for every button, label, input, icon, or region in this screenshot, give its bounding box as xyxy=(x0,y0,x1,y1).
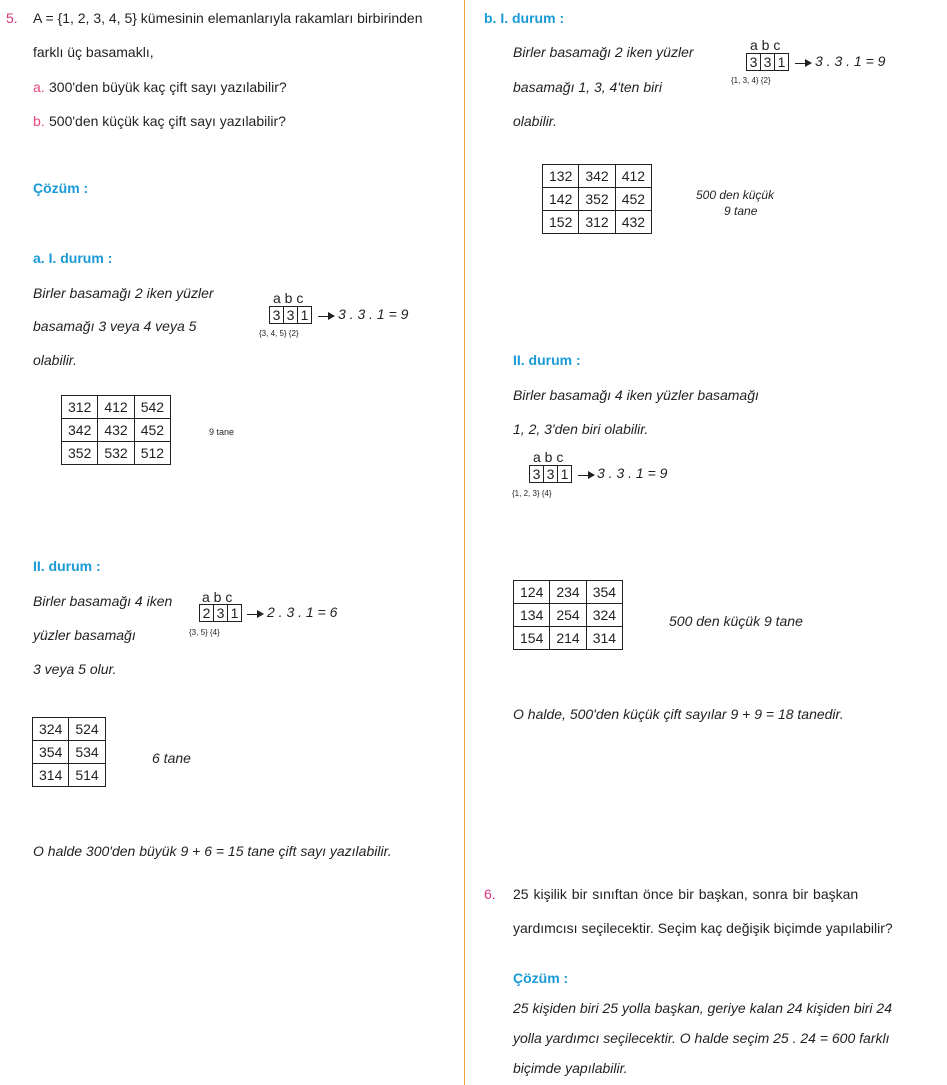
table-cell: 312 xyxy=(579,211,615,234)
problem-5-text-line1: A = {1, 2, 3, 4, 5} kümesinin elemanlarıyla rakamları birbirinden xyxy=(33,10,423,26)
digit-box: 2 xyxy=(199,604,214,622)
digit-box: 3 xyxy=(746,53,761,71)
digit-box: 3 xyxy=(283,306,298,324)
table-cell: 342 xyxy=(62,419,98,442)
digit-sets: {1, 3, 4} {2} xyxy=(731,76,771,85)
problem-5-text-line2: farklı üç basamaklı, xyxy=(33,44,154,60)
part-a-case1-text-3: olabilir. xyxy=(33,352,77,368)
arrow-icon xyxy=(578,475,593,476)
table-cell: 352 xyxy=(62,442,98,465)
table-row xyxy=(543,188,652,211)
table-cell: 532 xyxy=(98,442,134,465)
digit-boxes xyxy=(270,306,312,324)
table-cell: 452 xyxy=(134,419,170,442)
problem-6-solution-line3: biçimde yapılabilir. xyxy=(513,1060,628,1076)
digit-sets: {3, 5} {4} xyxy=(189,628,220,637)
count-label: 9 tane xyxy=(209,427,235,437)
table-row xyxy=(62,442,171,465)
number-table xyxy=(542,164,652,234)
table-row xyxy=(33,718,106,741)
table-row xyxy=(33,764,106,787)
number-table xyxy=(32,717,106,787)
part-b-case2-text-1: Birler basamağı 4 iken yüzler basamağı xyxy=(513,387,759,403)
table-cell: 452 xyxy=(615,188,651,211)
number-table xyxy=(61,395,171,465)
digit-boxes xyxy=(747,53,789,71)
table-row xyxy=(543,165,652,188)
table-cell: 534 xyxy=(69,741,105,764)
table-cell: 324 xyxy=(33,718,69,741)
table-cell: 214 xyxy=(550,627,586,650)
abc-label: a b c xyxy=(533,449,564,465)
table-row xyxy=(62,419,171,442)
table-cell: 324 xyxy=(586,604,622,627)
table-row xyxy=(514,581,623,604)
part-b-case1-heading: b. I. durum : xyxy=(484,10,565,26)
problem-6-solution-heading: Çözüm : xyxy=(513,970,569,986)
problem-6-number: 6. xyxy=(484,886,496,902)
table-cell: 314 xyxy=(586,627,622,650)
question-a-letter: a. xyxy=(33,79,45,95)
digit-sets: {1, 2, 3} {4} xyxy=(512,489,552,498)
table-cell: 352 xyxy=(579,188,615,211)
table-cell: 514 xyxy=(69,764,105,787)
table-cell: 154 xyxy=(514,627,550,650)
table-cell: 432 xyxy=(98,419,134,442)
table-cell: 542 xyxy=(134,396,170,419)
part-a-case1-heading: a. I. durum : xyxy=(33,250,113,266)
digit-boxes xyxy=(200,604,242,622)
part-a-case1-text-1: Birler basamağı 2 iken yüzler xyxy=(33,285,214,301)
digit-box: 1 xyxy=(557,465,572,483)
part-a-case2-heading: II. durum : xyxy=(33,558,101,574)
table-row xyxy=(543,211,652,234)
digit-box: 3 xyxy=(269,306,284,324)
digit-box: 1 xyxy=(227,604,242,622)
part-a-case1-text-2: basamağı 3 veya 4 veya 5 xyxy=(33,318,197,334)
part-a-conclusion: O halde 300'den büyük 9 + 6 = 15 tane çift sayı yazılabilir. xyxy=(33,843,392,859)
part-b-case1-text-3: olabilir. xyxy=(513,113,557,129)
formula: 3 . 3 . 1 = 9 xyxy=(338,306,409,322)
count-label: 6 tane xyxy=(152,750,191,766)
table-cell: 342 xyxy=(579,165,615,188)
problem-6-solution-line1: 25 kişiden biri 25 yolla başkan, geriye kalan 24 kişiden biri 24 xyxy=(513,1000,892,1016)
abc-label: a b c xyxy=(202,589,233,605)
part-b-case2-heading: II. durum : xyxy=(513,352,581,368)
digit-sets: {3, 4, 5} {2} xyxy=(259,329,299,338)
table-row xyxy=(62,396,171,419)
problem-5-number: 5. xyxy=(6,10,18,26)
table-cell: 354 xyxy=(33,741,69,764)
problem-6-text-line1: 25 kişilik bir sınıftan önce bir başkan, sonra bir başkan xyxy=(513,886,859,902)
table-cell: 432 xyxy=(615,211,651,234)
part-b-case1-text-2: basamağı 1, 3, 4'ten biri xyxy=(513,79,662,95)
digit-box: 3 xyxy=(543,465,558,483)
question-b-text: 500'den küçük kaç çift sayı yazılabilir? xyxy=(49,113,286,129)
table-cell: 354 xyxy=(586,581,622,604)
formula: 2 . 3 . 1 = 6 xyxy=(267,604,338,620)
table-cell: 134 xyxy=(514,604,550,627)
digit-box: 3 xyxy=(529,465,544,483)
digit-box: 1 xyxy=(774,53,789,71)
count-label: 500 den küçük 9 tane xyxy=(669,613,803,629)
part-a-case2-text-1: Birler basamağı 4 iken xyxy=(33,593,173,609)
arrow-icon xyxy=(318,316,333,317)
part-b-case2-text-2: 1, 2, 3'den biri olabilir. xyxy=(513,421,649,437)
table-cell: 142 xyxy=(543,188,579,211)
digit-boxes xyxy=(530,465,572,483)
question-a-text: 300'den büyük kaç çift sayı yazılabilir? xyxy=(49,79,287,95)
count-label-line2: 9 tane xyxy=(724,204,758,218)
formula: 3 . 3 . 1 = 9 xyxy=(815,53,886,69)
problem-6-solution-line2: yolla yardımcı seçilecektir. O halde seçim 25 . 24 = 600 farklı xyxy=(513,1030,890,1046)
arrow-icon xyxy=(795,63,810,64)
table-cell: 312 xyxy=(62,396,98,419)
table-row xyxy=(33,741,106,764)
part-b-case1-text-1: Birler basamağı 2 iken yüzler xyxy=(513,44,694,60)
table-cell: 124 xyxy=(514,581,550,604)
table-cell: 512 xyxy=(134,442,170,465)
table-row xyxy=(514,604,623,627)
part-a-case2-text-3: 3 veya 5 olur. xyxy=(33,661,117,677)
question-b-letter: b. xyxy=(33,113,45,129)
solution-heading: Çözüm : xyxy=(33,180,89,196)
abc-label: a b c xyxy=(750,37,781,53)
abc-label: a b c xyxy=(273,290,304,306)
table-cell: 314 xyxy=(33,764,69,787)
arrow-icon xyxy=(247,614,262,615)
table-cell: 254 xyxy=(550,604,586,627)
table-cell: 524 xyxy=(69,718,105,741)
table-cell: 152 xyxy=(543,211,579,234)
table-cell: 412 xyxy=(615,165,651,188)
number-table xyxy=(513,580,623,650)
column-divider xyxy=(464,0,465,1085)
formula: 3 . 3 . 1 = 9 xyxy=(597,465,668,481)
part-b-conclusion: O halde, 500'den küçük çift sayılar 9 + 9 = 18 tanedir. xyxy=(513,706,844,722)
part-a-case2-text-2: yüzler basamağı xyxy=(33,627,136,643)
table-cell: 234 xyxy=(550,581,586,604)
table-cell: 132 xyxy=(543,165,579,188)
digit-box: 3 xyxy=(760,53,775,71)
digit-box: 3 xyxy=(213,604,228,622)
table-cell: 412 xyxy=(98,396,134,419)
count-label-line1: 500 den küçük xyxy=(696,188,775,202)
table-row xyxy=(514,627,623,650)
digit-box: 1 xyxy=(297,306,312,324)
problem-6-text-line2: yardımcısı seçilecektir. Seçim kaç değişik biçimde yapılabilir? xyxy=(513,920,893,936)
